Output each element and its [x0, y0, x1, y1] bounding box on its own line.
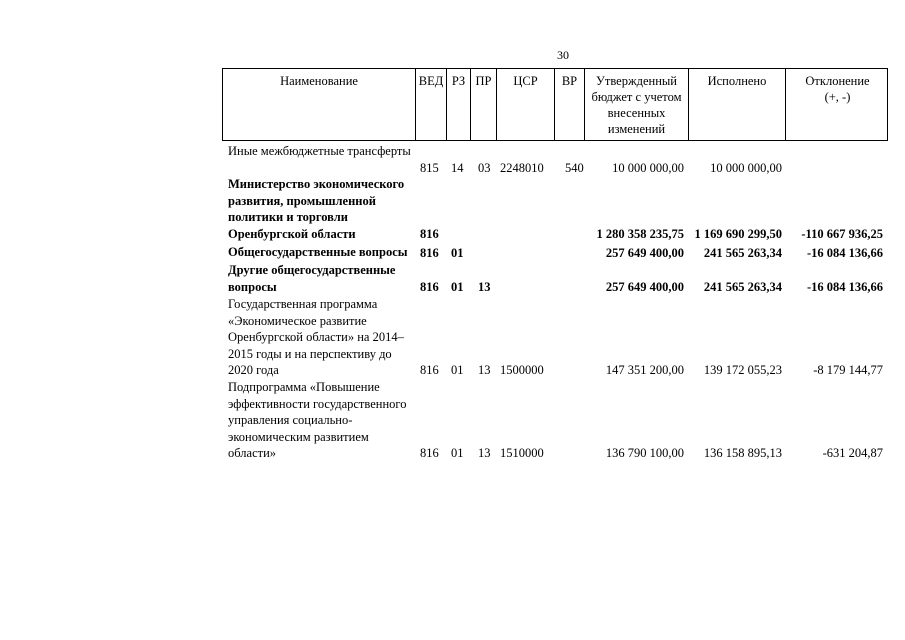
table-row — [0, 176, 905, 242]
row-executed: 136 158 895,13 — [703, 446, 782, 460]
row-csr: 1510000 — [500, 446, 544, 460]
row-deviation: -110 667 936,25 — [801, 227, 883, 241]
row-ved: 816 — [420, 246, 439, 260]
row-deviation: -16 084 136,66 — [806, 280, 883, 294]
header-pr: ПР — [471, 69, 497, 140]
row-approved: 10 000 000,00 — [612, 161, 684, 175]
header-approved: Утвержденный бюджет с учетом внесенных изменений — [585, 69, 689, 140]
row-name: Общегосударственные вопросы — [228, 245, 408, 259]
header-csr: ЦСР — [497, 69, 555, 140]
row-approved: 257 649 400,00 — [605, 246, 684, 260]
row-deviation: -631 204,87 — [822, 446, 883, 460]
table-row — [0, 244, 905, 261]
row-deviation: -8 179 144,77 — [813, 363, 883, 377]
table-row — [0, 296, 905, 378]
header-rz: РЗ — [447, 69, 471, 140]
row-executed: 1 169 690 299,50 — [694, 227, 782, 241]
header-deviation: Отклонение (+, -) — [805, 74, 870, 104]
header-executed: Исполнено — [689, 69, 786, 140]
header-ved: ВЕД — [416, 69, 447, 140]
row-name: Государственная программа «Экономическое развитие Оренбургской области» на 2014–2015 годы и на перспективу до 2020 года — [228, 297, 404, 377]
row-approved: 136 790 100,00 — [605, 446, 684, 460]
header-name: Наименование — [223, 69, 416, 140]
row-name: Другие общегосударственные вопросы — [228, 263, 396, 294]
row-csr: 1500000 — [500, 363, 544, 377]
row-executed: 241 565 263,34 — [703, 246, 782, 260]
table-row — [0, 379, 905, 461]
row-ved: 816 — [420, 363, 439, 377]
row-pr: 03 — [478, 161, 491, 175]
header-vr: ВР — [555, 69, 585, 140]
row-ved: 816 — [420, 446, 439, 460]
row-name: Подпрограмма «Повышение эффективности государственного управления социально-экономическим развитием области» — [228, 380, 407, 460]
row-rz: 01 — [451, 280, 464, 294]
row-approved: 1 280 358 235,75 — [596, 227, 684, 241]
row-pr: 13 — [478, 446, 491, 460]
page-number: 30 — [557, 48, 569, 62]
row-name: Иные межбюджетные трансферты — [228, 144, 411, 158]
row-executed: 139 172 055,23 — [703, 363, 782, 377]
row-rz: 01 — [451, 246, 464, 260]
row-pr: 13 — [478, 363, 491, 377]
table-header — [222, 68, 888, 141]
row-rz: 01 — [451, 363, 464, 377]
row-pr: 13 — [478, 280, 491, 294]
row-ved: 816 — [420, 280, 439, 294]
row-deviation: -16 084 136,66 — [806, 246, 883, 260]
row-rz: 01 — [451, 446, 464, 460]
row-approved: 257 649 400,00 — [605, 280, 684, 294]
table-row — [0, 143, 905, 176]
table-row — [0, 262, 905, 295]
row-approved: 147 351 200,00 — [605, 363, 684, 377]
row-ved: 816 — [420, 227, 439, 241]
row-executed: 241 565 263,34 — [703, 280, 782, 294]
row-ved: 815 — [420, 161, 439, 175]
row-csr: 2248010 — [500, 161, 544, 175]
row-vr: 540 — [565, 161, 584, 175]
row-name: Министерство экономического развития, промышленной политики и торговли Оренбургской области — [228, 177, 405, 241]
row-rz: 14 — [451, 161, 464, 175]
row-executed: 10 000 000,00 — [710, 161, 782, 175]
